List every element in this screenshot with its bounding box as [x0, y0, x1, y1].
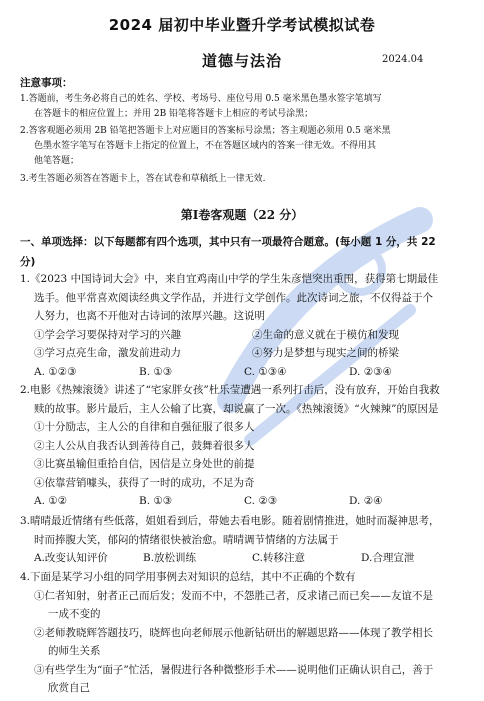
- option-c: C. ②③: [244, 495, 278, 507]
- subject-title: 道德与法治: [201, 52, 282, 70]
- option-d: D.合理宣泄: [361, 552, 415, 564]
- statement-3: ③比赛虽输但重拾自信，因信是立身处世的前提: [34, 458, 255, 470]
- statement-1: ①仁者知射，射者正己而后发；发而不中，不怨胜己者，反求诸己而已矣——友谊不是: [34, 589, 433, 602]
- statement-3: ③学习点亮生命，激发前进动力: [34, 347, 181, 359]
- option-d: D. ②③④: [349, 365, 392, 378]
- answer-options: [20, 492, 470, 511]
- option-a: A. ①②: [34, 495, 68, 507]
- option-a: A.改变认知评价: [34, 552, 108, 564]
- statement-2: ②生命的意义就在于模仿和发现: [252, 328, 399, 341]
- answer-options: [20, 363, 470, 382]
- question-3: 3.晴晴最近情绪有些低落，姐姐看到后，带她去看电影。随着剧情推进，她时而凝神思考， 时而捧腹大笑，郁闷的情绪很快被治愈。晴晴调节情绪的方法属于 A.改变认知评价 B.放松训练 C.转移注意 D.合理宣泄: [20, 512, 470, 568]
- notice-item-3: 3.考生答题必须答在答题卡上，答在试卷和草稿纸上一律无效.: [20, 174, 266, 184]
- option-b: B. ①③: [139, 365, 173, 378]
- question-2: 2.电影《热辣滚烫》讲述了“宅家胖女孩”杜乐莹遭遇一系列打击后，没有放弃，开始自我救 赎的故事。影片最后，主人公输了比赛，却说赢了一次。《热辣滚烫》“火辣辣”的原因是 ①十分励志，主人公的自律和自强征服了很多人 ②主人公从自我否认到善待自己，鼓舞着很多人 ③比赛虽输但重拾自信，因信是立身处世的前提 ④依靠营销噱头，获得了一时的成功，不足为奇 A. ①② B. ①③ C. ②③ D. ②④: [20, 381, 470, 511]
- exam-date: 2024.04: [382, 54, 424, 65]
- notice-heading: 注意事项：: [20, 77, 73, 89]
- option-b: B. ①③: [139, 495, 173, 507]
- statement-row: [20, 344, 470, 363]
- option-b: B.放松训练: [143, 552, 197, 564]
- statement-1: ①学会学习要保持对学习的兴趣: [34, 328, 181, 341]
- question-1: 1.《2023 中国诗词大会》中，来自宜鸡南山中学的学生朱彦恺突出重围，获得第七期最佳 选手。他平常喜欢阅读经典文学作品，并进行文学创作。此次诗词之旅，不仅得益于个 人努力，也离不开他对古诗词的浓厚兴趣。这说明 ①学会学习要保持对学习的兴趣 ②生命的意义就在于模仿和发现 ③学习点亮生命，激发前进动力 ④努力是梦想与现实之间的桥梁 A. ①②③ B. ①③ C. ①③④ D. ②③④: [20, 270, 470, 381]
- answer-options: [20, 549, 470, 568]
- option-c: C. ①③④: [244, 365, 287, 378]
- statement-4: ④依靠营销噱头，获得了一时的成功，不足为奇: [34, 476, 255, 489]
- option-c: C.转移注意: [252, 552, 305, 564]
- section-heading: 一、单项选择：以下每题都有四个选项，其中只有一项最符合题意。(每小题 1 分，共 22 分): [20, 236, 436, 268]
- part-title: 第Ⅰ卷客观题（22 分）: [180, 208, 304, 222]
- statement-2: ②老师教晓辉答题技巧，晓辉也向老师展示他新钻研出的解题思路——体现了教学相长: [34, 626, 433, 639]
- notice-item-1: 1.答题前，考生务必将自己的姓名、学校、考场号、座位号用 0.5 毫米黑色墨水签字笔填写 在答题卡的相应位置上；并用 2B 铅笔将答题卡上相应的考试号涂黑；: [20, 94, 382, 119]
- statement-3: ③有些学生为“面子”忙活，暑假进行各种微整形手术——说明他们正确认识自己，善于: [34, 663, 434, 676]
- option-a: A. ①②③: [34, 365, 77, 378]
- statement-1: ①十分励志，主人公的自律和自强征服了很多人: [34, 421, 255, 433]
- option-d: D. ②④: [349, 495, 383, 507]
- statement-2: ②主人公从自我否认到善待自己，鼓舞着很多人: [34, 439, 255, 452]
- statement-row: [20, 326, 470, 345]
- notice-item-2: 2.答客观题必须用 2B 铅笔把答题卡上对应题目的答案标号涂黑；答主观题必须用 0.5 毫米黑 色墨水签字笔写在答题卡上指定的位置上，不在答题区域内的答案一律无效。不得用其 他笔答题；: [20, 126, 391, 166]
- statement-4: ④努力是梦想与现实之间的桥梁: [252, 347, 399, 359]
- exam-title: 2024 届初中毕业暨升学考试模拟试卷: [108, 16, 376, 34]
- question-4: 4.下面是某学习小组的同学用事例去对知识的总结，其中不正确的个数有 ①仁者知射，射者正己而后发；发而不中，不怨胜己者，反求诸己而已矣——友谊不是 一成不变的 ②老师教晓辉答题技巧，晓辉也向老师展示他新钻研出的解题思路——体现了教学相长 的师生关系 ③有些学生为“面子”忙活，暑假进行各种微整形手术——说明他们正确认识自己，善于 欣赏自己: [20, 568, 470, 698]
